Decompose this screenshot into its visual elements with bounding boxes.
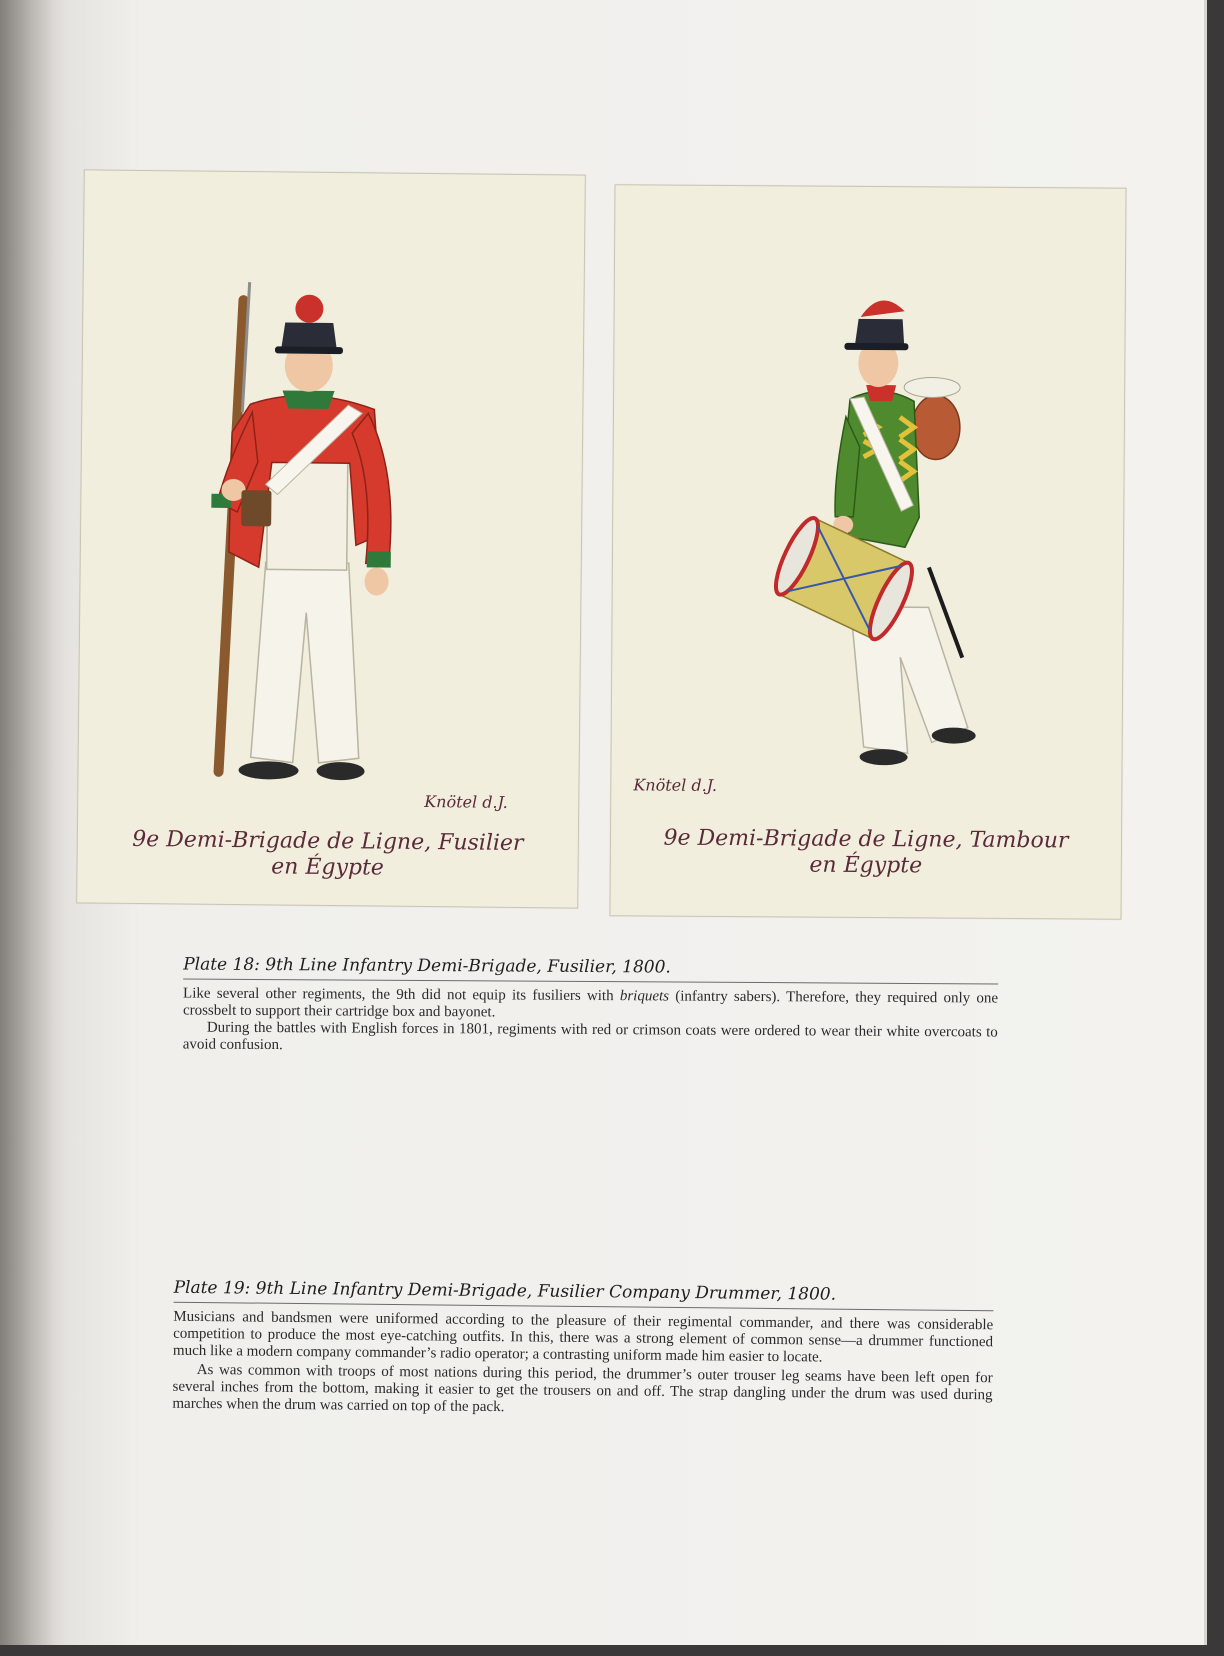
plate-18-heading: Plate 18: 9th Line Infantry Demi-Brigade, Fusilier, 1800. [183, 955, 998, 985]
caption-line-1: 9e Demi-Brigade de Ligne, Tambour [663, 825, 1069, 854]
plate-18-paragraph-2: During the battles with English forces in 1801, regiments with red or crimson coats were ordered to wear their white overcoats to avoid confusion. [182, 1019, 998, 1054]
plate-18-paragraph-1 [183, 986, 998, 1025]
plate-18-description [183, 955, 999, 1059]
caption-line-2: en Égypte [271, 854, 385, 881]
plate-19-paragraph-1: Musicians and bandsmen were uniformed according to the pleasure of their regimental commander, and there was considerable competition to produce the most eye-catching outfits. In this, there was a strong element of common sense—a drummer functioned much like a modern company commander’s radio operator; a contrasting uniform made him easier to locate. [172, 1308, 994, 1366]
caption-line-1: 9e Demi-Brigade de Ligne, Fusilier [132, 826, 524, 857]
gutter-shadow [0, 0, 55, 1656]
plate-caption [87, 826, 568, 883]
artist-signature: Knötel d.J. [424, 791, 508, 812]
caption-line-2: en Égypte [809, 852, 923, 879]
plate-19-description [172, 1278, 993, 1422]
plate-19-heading: Plate 19: 9th Line Infantry Demi-Brigade, Fusilier Company Drummer, 1800. [173, 1278, 993, 1312]
emphasis-text: briquets [619, 988, 670, 1005]
fusilier-figure [77, 170, 585, 907]
plate-18-illustration [76, 169, 586, 908]
text-run: Like several other regiments, the 9th did not equip its fusiliers with [183, 985, 620, 1005]
drummer-figure [610, 185, 1125, 919]
plate-19-illustration [609, 184, 1126, 920]
text-run: (infantry sabers). Therefore, they required only one crossbelt to support their cartridge box and bayonet. [182, 988, 999, 1021]
plate-caption [621, 825, 1111, 880]
artist-signature: Knötel d.J. [633, 775, 718, 795]
plate-19-paragraph-2: As was common with troops of most nations during this period, the drummer’s outer trouser leg seams have been left open for several inches from the bottom, making it easier to get the trousers on and off. The strap dangling under the drum was used during marches when the drum was carried on top of the pack. [172, 1361, 993, 1416]
